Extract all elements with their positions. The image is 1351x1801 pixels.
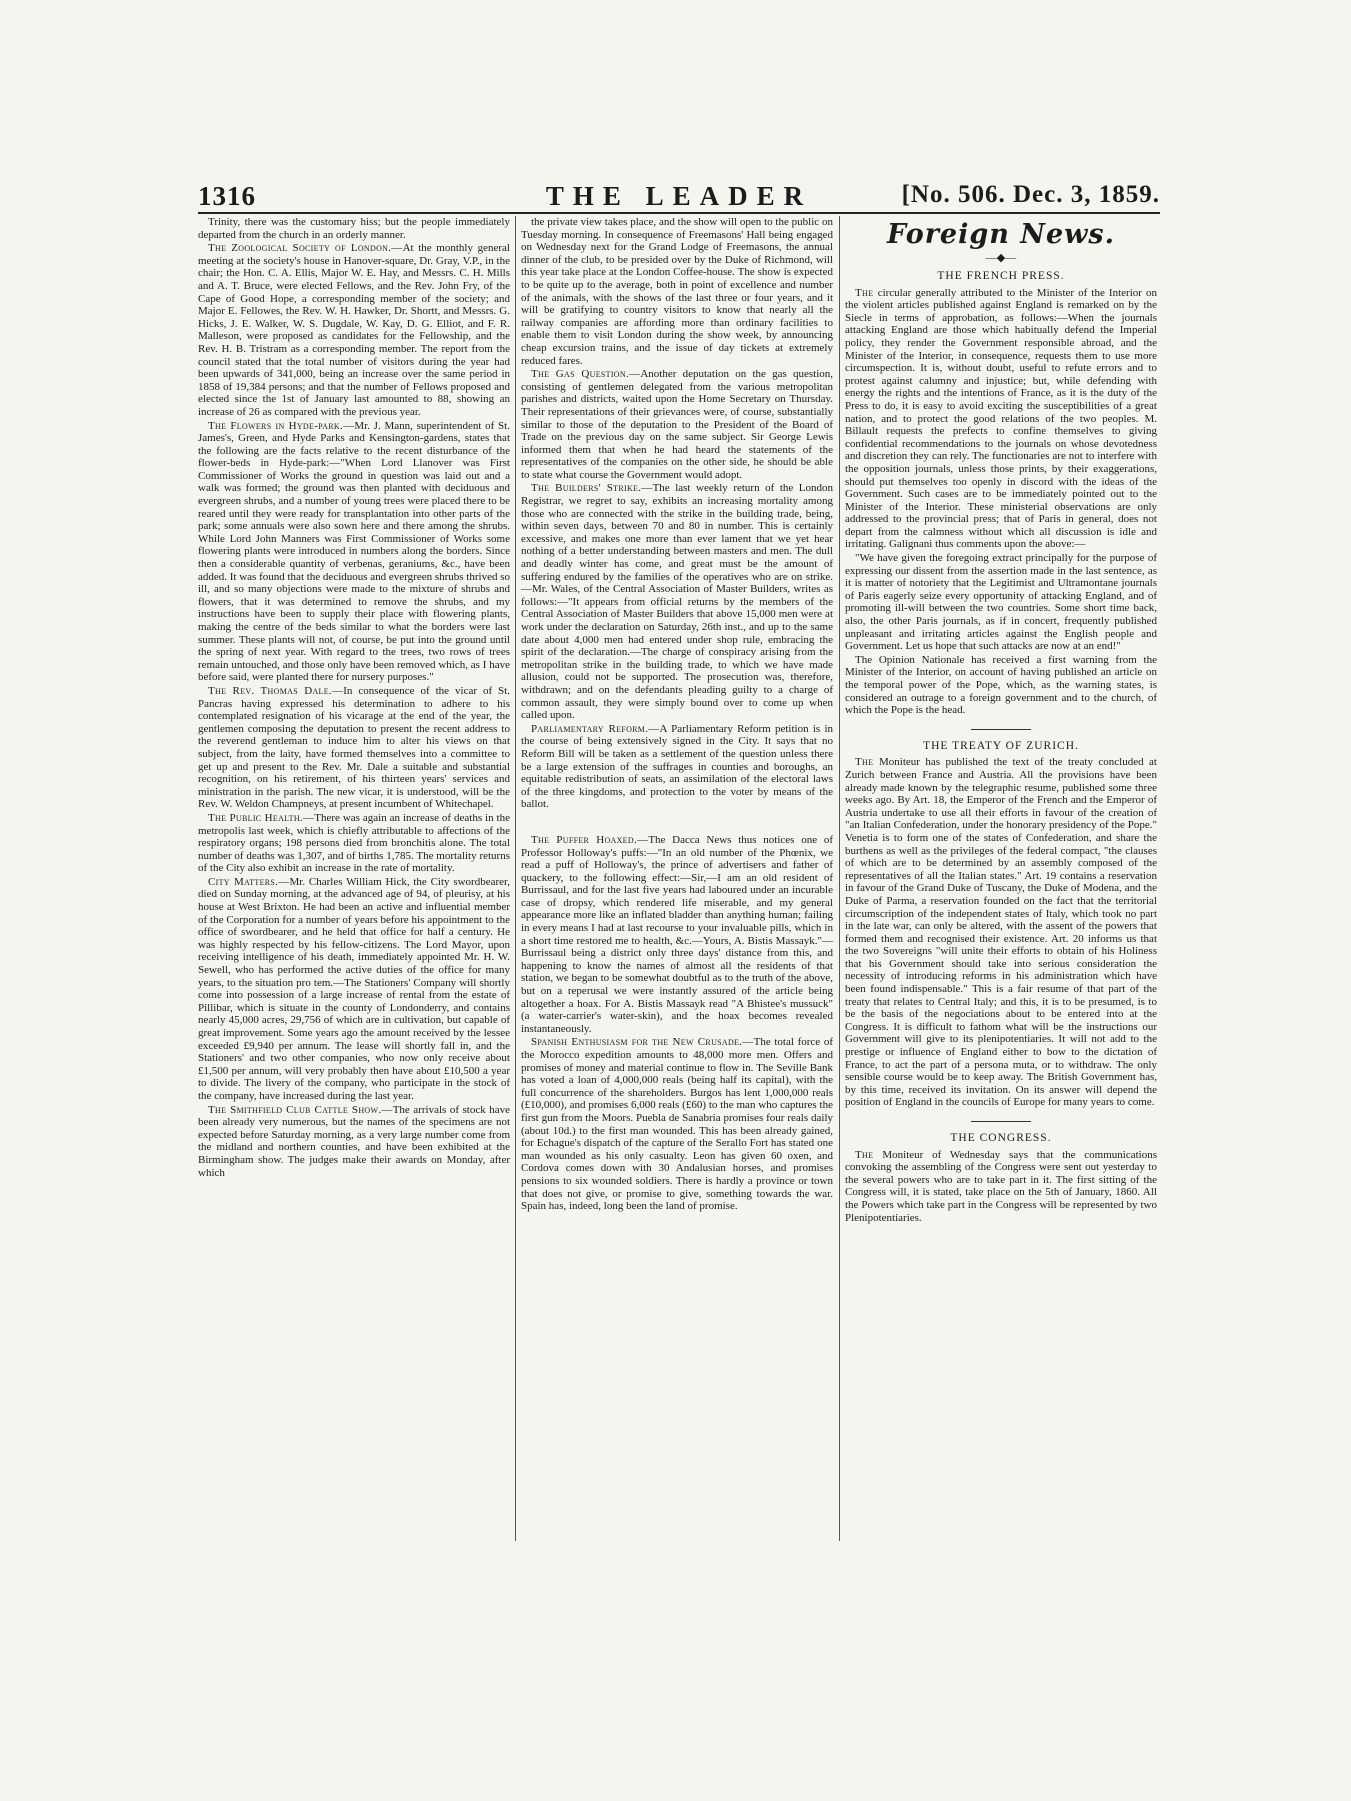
header-rule [198, 212, 1160, 214]
article-paragraph [845, 1149, 1157, 1225]
section-heading-foreign-news: Foreign News. [887, 219, 1115, 250]
article-paragraph [845, 552, 1157, 653]
article-heading: The [855, 756, 880, 769]
article-heading: The Gas Question.— [531, 368, 641, 381]
article-heading: The Public Health.— [208, 811, 315, 824]
article-paragraph [521, 216, 833, 367]
article-paragraph [198, 242, 510, 418]
article-heading: The [855, 1148, 883, 1161]
subsection-title: THE TREATY OF ZURICH. [923, 739, 1079, 752]
article-text: The Opinion Nationale has received a first warning from the Minister of the Interior, on account of having published an article on the temporal power of the Pope, which, as the warning states, is considered an outrage to a foreign government and to the church, of which the Pope is the head. [845, 653, 1157, 717]
article-heading: The Zoological Society of London.— [208, 242, 403, 255]
page-number: 1316 [198, 181, 256, 211]
article-text: Moniteur has published the text of the treaty concluded at Zurich between France and Austria. All the provisions have been already made known by the telegraphic resume, published some three weeks ago. By Art. 18, the Emperor of the French and the Emperor of Austria undertake to use all their efforts in favour of the creation of "an Italian Confederation, under the honorary presidency of the Pope." Venetia is to form one of the states of Confederation, and share the burthens as well as the privileges of the federal compact, "the clauses of which are to be determined by an assembly composed of the representatives of all the Italian states." Art. 19 contains a reservation in favour of the Grand Duke of Tuscany, the Duke of Modena, and the Duke of Parma, a reservation founded on the fact that the territorial circumscription of the independent states of Italy, which took no part in the late war, can only be altered, with the assent of the powers that formed them and recognised their existence. Art. 20 informs us that the two Sovereigns "will unite their efforts to obtain of his Holiness that his Government should take into serious consideration the necessity of introducing reforms in his administration which have been found indispensable." This is a fair resume of that part of the treaty that relates to Central Italy; and this, it is to be presumed, is to be the basis of the negociations about to be entered into at the Congress. It is difficult to fathom what will be the instructions our Government will give to its plenipotentiaries. It will not add to the prestige or influence of England either to bow to the dictation of France, to act the part of a persona muta, or to withdraw. The only sensible course would be to keep away. The British Government has, by this time, received its invitation. On its answer will depend the position of England in the councils of Europe for many years to come. [845, 756, 1157, 1109]
article-paragraph [521, 834, 833, 1036]
article-paragraph [198, 812, 510, 875]
article-text: Mr. Charles William Hick, the City swordbearer, died on Sunday morning, at the advanced age of 94, of pleurisy, at his house at West Brixton. He had been an active and influential member of the Corporation for a number of years before his appointment to the office of swordbearer, and he held that office for half a century. He was highly respected by his fellow-citizens. The Lord Mayor, upon receiving intelligence of his death, immediately appointed Mr. H. W. Sewell, who has performed the active duties of the office for many years, to the situation pro tem.—The Stationers' Company will shortly come into possession of a large increase of rental from the estate of Pillibar, which is situate in the county of Londonderry, and contains nearly 45,000 acres, 29,756 of which are in cultivation, but capable of great improvement. Some years ago the amount received by the lessee exceeded £9,940 per annum. The lease will shortly fall in, and the Stationers' and two other companies, who now only receive about £1,500 per annum, will very probably then have about £10,500 a year to divide. The livery of the company, who participate in the stock of the company, have increased during the last year. [198, 875, 510, 1102]
article-heading: The Flowers in Hyde-park.— [208, 419, 355, 432]
article-paragraph [521, 723, 833, 811]
column-divider [515, 216, 516, 1541]
column-3 [845, 216, 1157, 1541]
column-1 [198, 216, 510, 1541]
column-2 [521, 216, 833, 1541]
article-text: There was again an increase of deaths in the metropolis last week, which is chiefly attributable to affections of the respiratory organs; 198 persons died from bronchitis alone. The total number of deaths was 1,307, and of births 1,785. The mortality returns of the City also exhibit an increase in the rate of mortality. [198, 811, 510, 875]
article-heading: The [855, 286, 878, 299]
article-paragraph [198, 1104, 510, 1180]
article-text: A Parliamentary Reform petition is in the course of being extensively signed in the City. It says that no Reform Bill will be taken as a settlement of the question unless there be a large extension of the suffrages in counties and boroughs, an equitable redistribution of seats, an assimilation of the electoral laws of the three kingdoms, and protection to the voter by means of the ballot. [521, 722, 833, 811]
article-text: The last weekly return of the London Registrar, we regret to say, exhibits an increasing mortality among those who are connected with the strike in the building trade, being, within seven days, between 70 and 80 in number. This is certainly excessive, and makes one more than ever lament that we yet hear nothing of a better understanding between masters and men. The dull and deadly winter has come, and great must be the amount of suffering endured by the families of the operatives who are on strike.—Mr. Wales, of the Central Association of Master Builders, writes as follows:—"It appears from official returns by the members of the Central Association of Master Builders that above 15,000 men were at work under the declaration on Saturday, 26th inst., and up to the same date about 4,000 men had entered under shop rule, embracing the spirit of the declaration.—The charge of conspiracy arising from the metropolitan strike in the building trade, to which we have made allusion, could not be supported. The prosecution was, therefore, withdrawn; and on the defendants pleading guilty to a charge of common assault, they were simply bound over to come up when called upon. [521, 482, 833, 722]
subsection-title: THE CONGRESS. [950, 1132, 1052, 1144]
article-heading: City Matters.— [208, 875, 290, 888]
issue-info: [No. 506. Dec. 3, 1859. [901, 181, 1160, 208]
article-text: Another deputation on the gas question, consisting of gentlemen delegated from the various metropolitan parishes and districts, waited upon the Home Secretary on Thursday. Their representations of their grievances were, of course, substantially similar to those of the deputation to the President of the Board of Trade on the previous day on the same subject. Sir George Lewis informed them that when he had heard the statements of the representatives of the companies on the other side, he should be able to state what course the Government would adopt. [521, 368, 833, 481]
section-rule [971, 1121, 1031, 1122]
article-heading: Spanish Enthusiasm for the New Crusade.— [531, 1036, 754, 1049]
article-heading: The Builders' Strike.— [531, 482, 653, 495]
article-text: "We have given the foregoing extract principally for the purpose of expressing our dissent from the assertion made in the last sentence, as it is matter of notoriety that the Legitimist and Ultramontane journals of Paris eagerly seize every opportunity of attacking England, and of promoting ill-will between the two countries. Some short time back, also, the other Paris journals, as if in concert, frequently published unpleasant and irritating articles against the English people and Government. Let us hope that such attacks are now at an end!" [845, 552, 1157, 653]
article-paragraph [198, 685, 510, 811]
article-text: At the monthly general meeting at the society's house in Hanover-square, Dr. Gray, V.P., in the chair; the Hon. C. A. Ellis, Major W. E. Hay, and Messrs. C. H. Mills and A. T. Bruce, were elected Fellows, and the Rev. John Fry, of the Cape of Good Hope, a corresponding member of the society; and Major E. Fellowes, the Rev. W. H. Hawker, Dr. Shortt, and Messrs. G. Hicks, J. E. Walker, W. S. Dugdale, W. Kay, D. G. Elliot, and F. R. Malleson, were proposed as candidates for the Fellowship, and the Rev. H. B. Tristram as a corresponding member. The report from the council stated that the total number of visitors during the year had been upwards of 341,000, being an increase over the same period in 1858 of 19,384 persons; and that the number of Fellows proposed and elected since the 1st of January last amounted to 88, showing an increase of 26 as compared with the previous year. [198, 242, 510, 418]
article-paragraph [845, 287, 1157, 551]
article-text: Mr. J. Mann, superintendent of St. James's, Green, and Hyde Parks and Kensington-gardens, states that the following are the facts relative to the recent disturbance of the flower-beds in Hyde-park:—"When Lord Llanover was First Commissioner of Works the ground in question was laid out and a walk was formed; the ground was then planted with deciduous and evergreen shrubs, and a number of young trees were placed there to be reared until they were ready for transplantation into other parts of the park; some annuals were also sown here and there among the shrubs. While Lord John Manners was First Commissioner of Works some flowering plants were introduced in numbers along the borders. Since then a considerable quantity of verbenas, geraniums, &c., have been added. It was found that the deciduous and evergreen shrubs thrived so ill, and so many objections were made to the mixture of shrubs and flowers, that it was determined to remove the shrubs, and my instructions have been to supply their place with flowering plants, making the centre of the beds similar to what the borders were last summer. These plants will not, of course, be put into the ground until the spring of next year. With regard to the trees, two rows of trees remain untouched, and those only have been removed which, as I have before said, were planted there for nursery purposes." [198, 419, 510, 684]
article-text: In consequence of the vicar of St. Pancras having expressed his determination to adhere to his contemplated resignation of his vicarage at the end of the year, the gentlemen composing the deputation to present the recent address to the reverend gentleman to induce him to alter his views on that subject, from the laity, have formed themselves into a committee to get up and present to the Rev. Mr. Dale a suitable and substantial recognition, on his retirement, of his thirteen years' services and ministration in the parish. The new vicar, it is understood, will be the Rev. W. Weldon Champneys, at present incumbent of Whitechapel. [198, 684, 510, 811]
article-text: circular generally attributed to the Minister of the Interior on the violent articles published against England is remarked on by the Siecle in terms of approbation, as follows:—When the journals attacking England are those which habitually defend the Imperial policy, they render the Government responsible abroad, and the Minister of the Interior, in consequence, requests them to use more circumspection. It is, without doubt, useful to refute errors and to protest against calumny and injustice; but, while defending with energy the rights and the intentions of France, as it is the duty of the Press to do, it is easy to avoid exciting the susceptibilities of a great nation, and to protect the good relations of the two peoples. M. Billault requests the prefects to confine themselves to giving confidential recommendations to the journals on whose devotedness and discretion they can rely. The functionaries are not to interfere with the opposition journals, unless those prints, by their exaggerations, should put themselves too openly in discord with the ideas of the Government. Such cases are to be immediately pointed out to the Minister of the Interior. These ministerial observations are only addressed to the provincial press; that of Paris in general, does not depart from the calmness without which all discussion is idle and irritating. Galignani thus comments upon the above:— [845, 286, 1157, 551]
article-paragraph [845, 654, 1157, 717]
section-gap [521, 812, 833, 834]
article-paragraph [521, 1036, 833, 1212]
newspaper-title: THE LEADER [545, 181, 813, 211]
article-heading: The Puffer Hoaxed.— [531, 833, 649, 846]
article-text: Moniteur of Wednesday says that the communications convoking the assembling of the Congress were sent out yesterday to the several powers who are to take part in it. The first sitting of the Congress will, it is stated, take place on the 5th of January, 1860. All the Powers which take part in the Congress will be represented by two Plenipotentiaries. [845, 1148, 1157, 1224]
article-heading: Parliamentary Reform.— [531, 722, 660, 735]
article-text: Trinity, there was the customary hiss; but the people immediately departed from the church in an orderly manner. [198, 216, 510, 241]
article-paragraph [198, 420, 510, 684]
article-heading: The Smithfield Club Cattle Show.— [208, 1103, 393, 1116]
article-text: The Dacca News thus notices one of Professor Holloway's puffs:—"In an old number of the Phœnix, we read a puff of Holloway's, the prince of advertisers and father of quackery, to the following effect:—Sir,—I am an old resident of Burrissaul, and for the last five years had laboured under an incurable case of dropsy, which rendered life miserable, and my general appearance more like an inflated bladder than anything human; failing in every means I had at last recourse to your invaluable pills, which in a short time restored me to health, &c.—Yours, A. Bistis Massayk."—Burrissaul being a district only three days' distance from this, and happening to know the names of almost all the residents of that station, we began to be somewhat doubtful as to the truth of the above, but on a reperusal we were instantly assured of the article being altogether a hoax. For A. Bistis Massayk read "A Bhistee's mussuck" (a water-carrier's water-skin), and the hoax becomes revealed instantaneously. [521, 833, 833, 1035]
article-text: The arrivals of stock have been already very numerous, but the names of the specimens are not expected before Saturday morning, as a very large number come from the midland and northern counties, and have been exhibited at the Birmingham show. The judges make their awards on Monday, after which [198, 1103, 510, 1179]
article-paragraph [198, 876, 510, 1103]
article-paragraph [521, 368, 833, 481]
article-paragraph [521, 482, 833, 721]
article-text: the private view takes place, and the show will open to the public on Tuesday morning. In consequence of Freemasons' Hall being engaged on Wednesday next for the Grand Lodge of Freemasons, the annual dinner of the club, to be presided over by the Duke of Richmond, will this year take place at the London Coffee-house. The show is expected to be quite up to the average, both in point of excellence and number of the animals, with the shows of the last three or four years, and it will be gratifying to country visitors to know that nearly all the railway companies are affording more than ordinary facilities to enable them to visit London during the show week, by announcing cheap excursion trains, and the issue of day tickets at extremely reduced fares. [521, 216, 833, 367]
article-heading: The Rev. Thomas Dale.— [208, 684, 344, 697]
masthead [198, 181, 1160, 215]
article-text: The total force of the Morocco expedition amounts to 48,000 more men. Offers and promises of money and material continue to flow in. The Seville Bank has voted a loan of 4,000,000 reals (being half its capital), with the full concurrence of the shareholders. Burgos has lent 1,000,000 reals (£10,000), and promises 6,000 reals (£60) to the man who captures the first gun from the Moors. Puebla de Sanabria promises four reals daily (about 10d.) to the first man wounded. This has been already gained, for Echague's dispatch of the capture of the Serallo Fort has stated one man wounded as his only casualty. Leon has given 60 oxen, and Cordova comes down with 30 Andalusian horses, and promises pensions to six wounded soldiers. There is hardly a province or town that does not give, or promise to give, something towards the war. Spain has, indeed, long been the land of promise. [521, 1036, 833, 1213]
article-paragraph [845, 756, 1157, 1109]
ornament: —◆— [985, 252, 1017, 264]
column-divider [839, 216, 840, 1541]
subsection-title: THE FRENCH PRESS. [937, 270, 1065, 282]
section-rule [971, 729, 1031, 730]
article-paragraph [198, 216, 510, 241]
